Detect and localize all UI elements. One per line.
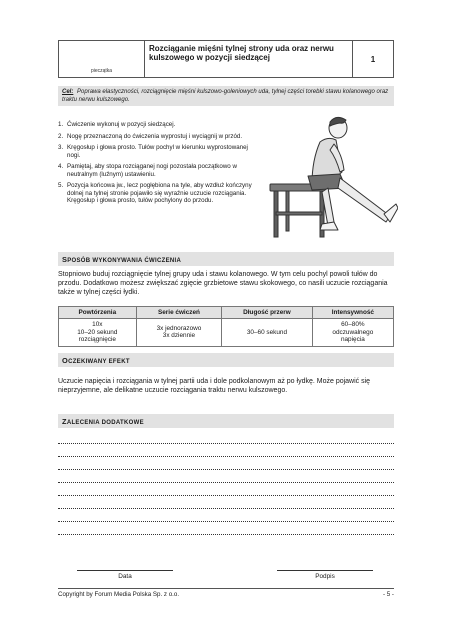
table-row <box>59 319 394 347</box>
col-header: Intensywność <box>312 307 393 319</box>
col-header: Serie ćwiczeń <box>136 307 222 319</box>
goal-box <box>58 86 394 106</box>
exercise-title: Rozciąganie mięśni tylnej strony uda oraz nerwu kulszowego w pozycji siedzącej <box>145 41 353 77</box>
exercise-illustration <box>268 112 398 254</box>
effect-text: Uczucie napięcia i rozciągania w tylnej partii uda i dole podkolanowym aż po łydkę. Może pojawić się nieprzyjemne, ale delikatne uczucie rozciągania traktu nerwu kulszowego. <box>58 378 371 394</box>
col-header: Długość przerw <box>222 307 312 319</box>
step-item: 4. Pamiętaj, aby stopa rozciąganej nogi pozostała początkowo w neutralnym (luźnym) ustawieniu. <box>58 163 237 178</box>
section-recommendations-heading: ZALECENIA DODATKOWE <box>58 414 394 428</box>
col-header: Powtórzenia <box>59 307 137 319</box>
parameters-table <box>58 306 394 347</box>
table-header-row <box>59 307 394 319</box>
stamp-label: pieczątka <box>90 68 113 74</box>
section-method-heading: SPOSÓB WYKONYWANIA ĆWICZENIA <box>58 252 394 266</box>
date-line <box>77 570 173 571</box>
method-text: Stopniowo buduj rozciągnięcie tylnej grupy uda i stawu kolanowego. W tym celu pochyl powoli tułów do przodu. Dodatkowo możesz zwiększać zgięcie grzbietowe stawu skokowego, co nasili uczucie rozciągania także w tylnej części łydki. <box>58 271 388 296</box>
dotted-line <box>58 521 394 522</box>
signature-line <box>277 570 373 571</box>
goal-label: Cel: <box>62 89 74 95</box>
step-item: 1. Ćwiczenie wykonuj w pozycji siedzącej. <box>58 121 176 128</box>
step-item: 5. Pozycja końcowa jw., lecz pogłębiona na tyle, aby wzdłuż kończyny dolnej na tylnej stronie pojawiło się wyraźnie uczucie rozciągania. Kręgosłup i głowa prosto, tułów pochylony do przodu. <box>58 182 252 204</box>
cell-series: 3x jednorazowo 3x dziennie <box>136 319 222 347</box>
goal-text: Poprawa elastyczności, rozciągnięcie mięśni kulszowo-goleniowych uda, tylnej części torebki stawu kolanowego oraz traktu nerwu kulszowego. <box>62 89 389 103</box>
signature-label: Podpis <box>315 573 335 580</box>
exercise-number: 1 <box>370 54 376 64</box>
dotted-line <box>58 508 394 509</box>
section-effect-heading: OCZEKIWANY EFEKT <box>58 353 394 367</box>
step-item: 2. Nogę przeznaczoną do ćwiczenia wyprostuj i wyciągnij w przód. <box>58 132 243 140</box>
dotted-line <box>58 469 394 470</box>
dotted-line <box>58 482 394 483</box>
footer <box>58 591 394 598</box>
footer-rule <box>58 588 394 589</box>
dotted-line <box>58 456 394 457</box>
step-item: 3. Kręgosłup i głowa prosto. Tułów pochyl w kierunku wyprostowanej nogi. <box>58 144 248 159</box>
dotted-line <box>58 443 394 444</box>
stamp-box <box>59 41 145 77</box>
steps-list <box>58 121 261 209</box>
dotted-line <box>58 495 394 496</box>
cell-break: 30–60 sekund <box>222 319 312 347</box>
dotted-line <box>58 534 394 535</box>
cell-intensity: 60–80% odczuwalnego napięcia <box>312 319 393 347</box>
cell-repetitions: 10x 10–20 sekund rozciągnięcie <box>59 319 137 347</box>
page-number: - 5 - <box>382 591 394 598</box>
stool <box>270 184 328 237</box>
copyright-text: Copyright by Forum Media Polska Sp. z o.o. <box>58 591 180 598</box>
date-label: Data <box>118 573 132 580</box>
exercise-header <box>58 40 394 78</box>
